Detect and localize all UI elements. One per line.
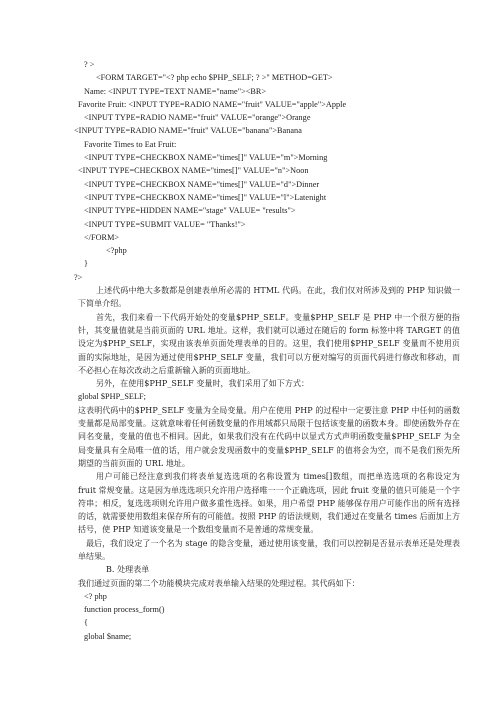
text-line: <?php — [106, 246, 127, 256]
text-line: <INPUT TYPE=CHECKBOX NAME="times[]" VALUE="m">Morning — [84, 153, 328, 163]
text-line: <INPUT TYPE=CHECKBOX NAME="times[]" VALUE="l">Latenight — [84, 192, 327, 202]
text-line: <INPUT TYPE=RADIO NAME="fruit" VALUE="banana">Banana — [74, 126, 302, 136]
text-line: <INPUT TYPE=SUBMIT VALUE= "Thanks!"> — [84, 219, 246, 229]
text-line: 另外，在使用$PHP_SELF 变量时，我们采用了如下方式： — [96, 379, 310, 389]
text-line: </FORM> — [84, 232, 120, 242]
text-line: global $PHP_SELF; — [78, 392, 146, 402]
text-line: <FORM TARGET="<? php echo $PHP_SELF; ? >" METHOD=GET> — [96, 73, 333, 83]
text-line: <INPUT TYPE=HIDDEN NAME="stage" VALUE= "results"> — [84, 206, 296, 216]
text-line: function process_form() — [84, 605, 165, 615]
text-line: Name: <INPUT TYPE=TEXT NAME="name"><BR> — [84, 86, 267, 96]
text-line: } — [84, 259, 88, 269]
text-line: B. 处理表单 — [106, 565, 150, 575]
text-line: Favorite Fruit: <INPUT TYPE=RADIO NAME="fruit" VALUE="apple">Apple — [78, 99, 347, 109]
text-line: <INPUT TYPE=CHECKBOX NAME="times[]" VALUE="n">Noon — [78, 166, 309, 176]
text-line: 这表明代码中的$PHP_SELF 变量为全局变量。用户在使用 PHP 的过程中一定要注意 PHP 中任何的函数变量都是局部变量。这就意味着任何函数变量的作用域都只局限于包括该变量的函数本身。即使函数外存在同名变量，变量的值也不相同。因此，如果我们没有在代码中以显式方式声明函数变量$PHP_SELF 为全局变量具有全局唯一值的话，用户就会发现函数中的变量$PHP_SELF 的值将会为空，而不是我们预先所期望的当前页面的 URL 地址。 — [78, 405, 460, 468]
text-line: 用户可能已经注意到我们将表单复选选项的名称设置为 times[]数组，而把单选选项的名称设定为 fruit 常规变量。这是因为单选选项只允许用户选择唯一一个正确选项，因此 fruit 变量的值只可能是一个字符串；相反，复选选项则允许用户做多重性选择。如果，用户希望 PHP 能够保存用户可能作出的所有选择的话，就需要使用数组来保存所有的可能值。按照 PHP 的语法规则，我们通过在变量名 times 后面加上方括号，使 PHP 知道该变量是一个数组变量而不是普通的常规变量。 — [78, 472, 460, 535]
text-line: 最后，我们设定了一个名为 stage 的隐含变量，通过使用该变量，我们可以控制是否显示表单还是处理表单结果。 — [78, 538, 460, 561]
text-line: <INPUT TYPE=RADIO NAME="fruit" VALUE="orange">Orange — [84, 113, 311, 123]
text-line: <INPUT TYPE=CHECKBOX NAME="times[]" VALUE="d">Dinner — [84, 179, 320, 189]
text-line: ?> — [74, 272, 83, 282]
text-line: Favorite Times to Eat Fruit: — [84, 139, 177, 149]
text-line: { — [84, 618, 88, 628]
text-line: <? php — [84, 591, 107, 601]
text-line: ? > — [84, 60, 95, 69]
text-line: global $name; — [84, 631, 132, 641]
text-line: 首先，我们来看一下代码开始处的变量$PHP_SELF。变量$PHP_SELF 是 PHP 中一个很方便的指针，其变量值就是当前页面的 URL 地址。这样，我们就可以通过在随后的 form 标签中将 TARGET 的值设定为$PHP_SELF，实现由该表单页面处理表单的目的。这里，我们使用$PHP_SELF 变量而不使用页面的实际地址，是因为通过使用$PHP_SELF 变量，我们可以方便对编写的页面代码进行修改和移动，而不必担心在每次改动之后重新输入新的页面地址。 — [78, 312, 460, 375]
text-line: 我们通过页面的第二个功能模块完成对表单输入结果的处理过程。其代码如下： — [78, 578, 360, 588]
text-line: 上述代码中绝大多数都是创建表单所必需的 HTML 代码。在此，我们仅对所涉及到的 PHP 知识做一下简单介绍。 — [78, 286, 460, 309]
